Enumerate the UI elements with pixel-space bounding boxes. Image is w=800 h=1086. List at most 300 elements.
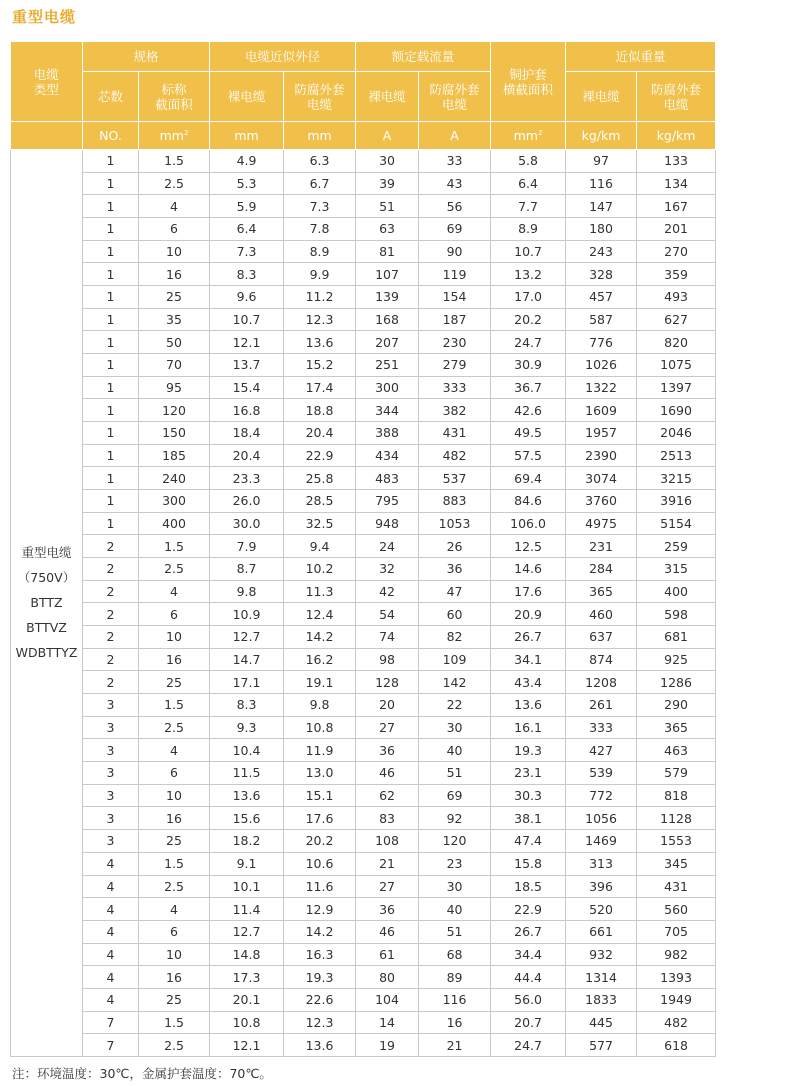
table-cell: 116 bbox=[419, 988, 491, 1011]
table-cell: 2 bbox=[83, 671, 139, 694]
table-cell: 6.3 bbox=[284, 150, 356, 173]
table-cell: 32.5 bbox=[284, 512, 356, 535]
cable-type-line: （750V） bbox=[17, 570, 76, 586]
header-current-bare: 裸电缆 bbox=[356, 72, 419, 122]
table-cell: 300 bbox=[356, 376, 419, 399]
table-cell: 365 bbox=[566, 580, 637, 603]
header-cores: 芯数 bbox=[83, 72, 139, 122]
table-cell: 4 bbox=[83, 966, 139, 989]
table-cell: 38.1 bbox=[491, 807, 566, 830]
table-row bbox=[11, 331, 716, 354]
table-cell: 9.4 bbox=[284, 535, 356, 558]
table-cell: 482 bbox=[419, 444, 491, 467]
unit-mm: mm bbox=[210, 122, 284, 150]
table-cell: 10 bbox=[139, 240, 210, 263]
table-cell: 8.7 bbox=[210, 558, 284, 581]
header-current-anti: 防腐外套 电缆 bbox=[419, 72, 491, 122]
table-cell: 15.2 bbox=[284, 354, 356, 377]
table-cell: 231 bbox=[566, 535, 637, 558]
table-cell: 17.4 bbox=[284, 376, 356, 399]
table-row bbox=[11, 286, 716, 309]
table-cell: 382 bbox=[419, 399, 491, 422]
table-cell: 98 bbox=[356, 648, 419, 671]
table-cell: 883 bbox=[419, 490, 491, 513]
table-cell: 795 bbox=[356, 490, 419, 513]
table-cell: 482 bbox=[637, 1011, 716, 1034]
table-cell: 4 bbox=[139, 739, 210, 762]
table-row bbox=[11, 762, 716, 785]
table-cell: 776 bbox=[566, 331, 637, 354]
table-cell: 74 bbox=[356, 626, 419, 649]
table-cell: 251 bbox=[356, 354, 419, 377]
table-cell: 10.7 bbox=[491, 240, 566, 263]
table-cell: 17.6 bbox=[284, 807, 356, 830]
cable-type-line: BTTVZ bbox=[26, 620, 67, 636]
table-cell: 187 bbox=[419, 308, 491, 331]
table-cell: 1.5 bbox=[139, 852, 210, 875]
table-cell: 457 bbox=[566, 286, 637, 309]
table-cell: 61 bbox=[356, 943, 419, 966]
table-cell: 20.4 bbox=[284, 422, 356, 445]
table-cell: 17.1 bbox=[210, 671, 284, 694]
table-cell: 1 bbox=[83, 286, 139, 309]
table-cell: 1833 bbox=[566, 988, 637, 1011]
table-cell: 47 bbox=[419, 580, 491, 603]
table-row bbox=[11, 490, 716, 513]
table-cell: 20.1 bbox=[210, 988, 284, 1011]
table-row bbox=[11, 671, 716, 694]
table-cell: 10 bbox=[139, 626, 210, 649]
table-cell: 90 bbox=[419, 240, 491, 263]
table-cell: 2 bbox=[83, 626, 139, 649]
table-cell: 1469 bbox=[566, 830, 637, 853]
table-cell: 6 bbox=[139, 603, 210, 626]
table-cell: 2 bbox=[83, 580, 139, 603]
table-cell: 116 bbox=[566, 172, 637, 195]
table-cell: 16 bbox=[139, 263, 210, 286]
table-cell: 10.7 bbox=[210, 308, 284, 331]
table-cell: 661 bbox=[566, 920, 637, 943]
table-cell: 154 bbox=[419, 286, 491, 309]
header-weight: 近似重量 bbox=[566, 42, 716, 72]
table-cell: 120 bbox=[139, 399, 210, 422]
table-cell: 4975 bbox=[566, 512, 637, 535]
table-cell: 34.1 bbox=[491, 648, 566, 671]
table-row bbox=[11, 1011, 716, 1034]
table-cell: 1208 bbox=[566, 671, 637, 694]
table-cell: 10.8 bbox=[284, 716, 356, 739]
table-cell: 36 bbox=[419, 558, 491, 581]
table-cell: 400 bbox=[637, 580, 716, 603]
table-cell: 12.9 bbox=[284, 898, 356, 921]
table-cell: 24 bbox=[356, 535, 419, 558]
table-cell: 14.6 bbox=[491, 558, 566, 581]
table-cell: 13.6 bbox=[210, 784, 284, 807]
table-cell: 818 bbox=[637, 784, 716, 807]
table-cell: 4 bbox=[139, 580, 210, 603]
table-cell: 537 bbox=[419, 467, 491, 490]
table-cell: 12.3 bbox=[284, 1011, 356, 1034]
table-cell: 14.2 bbox=[284, 920, 356, 943]
table-cell: 10.9 bbox=[210, 603, 284, 626]
table-cell: 150 bbox=[139, 422, 210, 445]
table-cell: 483 bbox=[356, 467, 419, 490]
table-cell: 20 bbox=[356, 694, 419, 717]
unit-ampere: A bbox=[356, 122, 419, 150]
table-row bbox=[11, 807, 716, 830]
table-cell: 23 bbox=[419, 852, 491, 875]
table-row bbox=[11, 263, 716, 286]
table-cell: 5154 bbox=[637, 512, 716, 535]
table-cell: 328 bbox=[566, 263, 637, 286]
table-cell: 47.4 bbox=[491, 830, 566, 853]
table-cell: 30 bbox=[419, 875, 491, 898]
table-cell: 9.8 bbox=[284, 694, 356, 717]
table-cell: 26 bbox=[419, 535, 491, 558]
table-row bbox=[11, 422, 716, 445]
table-cell: 89 bbox=[419, 966, 491, 989]
table-cell: 1286 bbox=[637, 671, 716, 694]
table-body bbox=[11, 150, 716, 1057]
table-cell: 240 bbox=[139, 467, 210, 490]
table-cell: 7.3 bbox=[284, 195, 356, 218]
table-row bbox=[11, 920, 716, 943]
table-cell: 39 bbox=[356, 172, 419, 195]
table-cell: 1553 bbox=[637, 830, 716, 853]
table-cell: 17.3 bbox=[210, 966, 284, 989]
table-cell: 95 bbox=[139, 376, 210, 399]
table-row bbox=[11, 739, 716, 762]
table-cell: 388 bbox=[356, 422, 419, 445]
table-cell: 21 bbox=[356, 852, 419, 875]
header-outer-diameter: 电缆近似外径 bbox=[210, 42, 356, 72]
table-cell: 2.5 bbox=[139, 716, 210, 739]
table-cell: 16.3 bbox=[284, 943, 356, 966]
table-cell: 69 bbox=[419, 784, 491, 807]
table-cell: 128 bbox=[356, 671, 419, 694]
table-cell: 13.0 bbox=[284, 762, 356, 785]
table-cell: 51 bbox=[356, 195, 419, 218]
table-cell: 16.1 bbox=[491, 716, 566, 739]
table-cell: 13.2 bbox=[491, 263, 566, 286]
table-cell: 3 bbox=[83, 784, 139, 807]
table-cell: 1 bbox=[83, 195, 139, 218]
table-cell: 3074 bbox=[566, 467, 637, 490]
table-cell: 243 bbox=[566, 240, 637, 263]
table-cell: 21 bbox=[419, 1034, 491, 1057]
table-cell: 109 bbox=[419, 648, 491, 671]
table-cell: 2 bbox=[83, 603, 139, 626]
table-cell: 948 bbox=[356, 512, 419, 535]
table-cell: 180 bbox=[566, 218, 637, 241]
table-cell: 4 bbox=[83, 920, 139, 943]
cable-spec-table bbox=[10, 41, 716, 1057]
table-row bbox=[11, 830, 716, 853]
table-cell: 30.3 bbox=[491, 784, 566, 807]
table-cell: 49.5 bbox=[491, 422, 566, 445]
table-cell: 16 bbox=[419, 1011, 491, 1034]
table-cell: 1056 bbox=[566, 807, 637, 830]
table-cell: 22.9 bbox=[284, 444, 356, 467]
table-row bbox=[11, 648, 716, 671]
table-cell: 2513 bbox=[637, 444, 716, 467]
table-cell: 1.5 bbox=[139, 535, 210, 558]
table-row bbox=[11, 240, 716, 263]
table-cell: 69.4 bbox=[491, 467, 566, 490]
table-cell: 579 bbox=[637, 762, 716, 785]
table-cell: 2046 bbox=[637, 422, 716, 445]
cable-type-cell bbox=[11, 150, 83, 1057]
table-row bbox=[11, 558, 716, 581]
table-row bbox=[11, 966, 716, 989]
table-cell: 10 bbox=[139, 784, 210, 807]
table-cell: 18.2 bbox=[210, 830, 284, 853]
table-cell: 12.5 bbox=[491, 535, 566, 558]
table-cell: 400 bbox=[139, 512, 210, 535]
table-row bbox=[11, 444, 716, 467]
table-cell: 365 bbox=[637, 716, 716, 739]
table-cell: 63 bbox=[356, 218, 419, 241]
table-cell: 26.0 bbox=[210, 490, 284, 513]
table-cell: 80 bbox=[356, 966, 419, 989]
table-cell: 14.8 bbox=[210, 943, 284, 966]
table-row bbox=[11, 150, 716, 173]
table-cell: 12.7 bbox=[210, 626, 284, 649]
table-cell: 1 bbox=[83, 263, 139, 286]
table-row bbox=[11, 308, 716, 331]
table-cell: 6 bbox=[139, 762, 210, 785]
table-cell: 1 bbox=[83, 422, 139, 445]
table-cell: 3 bbox=[83, 739, 139, 762]
table-cell: 463 bbox=[637, 739, 716, 762]
table-cell: 6 bbox=[139, 218, 210, 241]
table-cell: 15.8 bbox=[491, 852, 566, 875]
table-cell: 10.2 bbox=[284, 558, 356, 581]
table-cell: 23.1 bbox=[491, 762, 566, 785]
table-cell: 25 bbox=[139, 988, 210, 1011]
table-cell: 16 bbox=[139, 807, 210, 830]
table-cell: 107 bbox=[356, 263, 419, 286]
table-cell: 1314 bbox=[566, 966, 637, 989]
table-cell: 16 bbox=[139, 966, 210, 989]
table-cell: 313 bbox=[566, 852, 637, 875]
table-cell: 25.8 bbox=[284, 467, 356, 490]
table-cell: 2 bbox=[83, 648, 139, 671]
table-cell: 119 bbox=[419, 263, 491, 286]
table-cell: 19 bbox=[356, 1034, 419, 1057]
table-cell: 7.9 bbox=[210, 535, 284, 558]
table-cell: 1 bbox=[83, 218, 139, 241]
table-cell: 1397 bbox=[637, 376, 716, 399]
table-cell: 5.3 bbox=[210, 172, 284, 195]
table-cell: 56.0 bbox=[491, 988, 566, 1011]
table-cell: 820 bbox=[637, 331, 716, 354]
table-cell: 70 bbox=[139, 354, 210, 377]
table-cell: 259 bbox=[637, 535, 716, 558]
page-title: 重型电缆 bbox=[12, 8, 77, 26]
table-cell: 12.1 bbox=[210, 1034, 284, 1057]
table-cell: 7 bbox=[83, 1011, 139, 1034]
table-cell: 36.7 bbox=[491, 376, 566, 399]
table-cell: 60 bbox=[419, 603, 491, 626]
table-cell: 104 bbox=[356, 988, 419, 1011]
table-cell: 15.1 bbox=[284, 784, 356, 807]
header-weight-bare: 裸电缆 bbox=[566, 72, 637, 122]
table-cell: 34.4 bbox=[491, 943, 566, 966]
table-cell: 30.0 bbox=[210, 512, 284, 535]
cable-type-line: 重型电缆 bbox=[21, 545, 72, 561]
table-cell: 108 bbox=[356, 830, 419, 853]
table-cell: 207 bbox=[356, 331, 419, 354]
table-cell: 14.2 bbox=[284, 626, 356, 649]
table-cell: 185 bbox=[139, 444, 210, 467]
table-cell: 33 bbox=[419, 150, 491, 173]
table-cell: 26.7 bbox=[491, 920, 566, 943]
table-cell: 42.6 bbox=[491, 399, 566, 422]
table-cell: 431 bbox=[419, 422, 491, 445]
table-cell: 560 bbox=[637, 898, 716, 921]
table-cell: 10.1 bbox=[210, 875, 284, 898]
table-cell: 261 bbox=[566, 694, 637, 717]
table-cell: 10.6 bbox=[284, 852, 356, 875]
table-cell: 19.3 bbox=[284, 966, 356, 989]
table-row bbox=[11, 580, 716, 603]
header-weight-anti: 防腐外套 电缆 bbox=[637, 72, 716, 122]
table-cell: 1949 bbox=[637, 988, 716, 1011]
table-cell: 315 bbox=[637, 558, 716, 581]
table-cell: 4 bbox=[83, 852, 139, 875]
table-cell: 8.9 bbox=[491, 218, 566, 241]
table-cell: 20.7 bbox=[491, 1011, 566, 1034]
table-cell: 25 bbox=[139, 671, 210, 694]
table-cell: 44.4 bbox=[491, 966, 566, 989]
table-row bbox=[11, 354, 716, 377]
table-cell: 681 bbox=[637, 626, 716, 649]
table-cell: 7 bbox=[83, 1034, 139, 1057]
table-cell: 40 bbox=[419, 898, 491, 921]
table-cell: 68 bbox=[419, 943, 491, 966]
table-cell: 8.3 bbox=[210, 694, 284, 717]
header-cable-type: 电缆 类型 bbox=[11, 42, 83, 122]
table-cell: 11.3 bbox=[284, 580, 356, 603]
table-cell: 15.4 bbox=[210, 376, 284, 399]
table-cell: 84.6 bbox=[491, 490, 566, 513]
table-cell: 10.8 bbox=[210, 1011, 284, 1034]
unit-kgkm: kg/km bbox=[566, 122, 637, 150]
table-cell: 359 bbox=[637, 263, 716, 286]
table-cell: 32 bbox=[356, 558, 419, 581]
table-cell: 460 bbox=[566, 603, 637, 626]
table-cell: 7.8 bbox=[284, 218, 356, 241]
table-cell: 19.3 bbox=[491, 739, 566, 762]
table-row bbox=[11, 875, 716, 898]
table-cell: 9.6 bbox=[210, 286, 284, 309]
table-cell: 618 bbox=[637, 1034, 716, 1057]
table-cell: 1 bbox=[83, 512, 139, 535]
table-cell: 12.3 bbox=[284, 308, 356, 331]
table-cell: 24.7 bbox=[491, 331, 566, 354]
table-cell: 874 bbox=[566, 648, 637, 671]
table-row bbox=[11, 603, 716, 626]
table-cell: 24.7 bbox=[491, 1034, 566, 1057]
cable-type-line: WDBTTYZ bbox=[15, 645, 78, 661]
table-cell: 2.5 bbox=[139, 558, 210, 581]
table-cell: 2.5 bbox=[139, 875, 210, 898]
unit-mm2: $mm^2$ bbox=[139, 122, 210, 150]
table-cell: 1609 bbox=[566, 399, 637, 422]
table-cell: 7.7 bbox=[491, 195, 566, 218]
table-cell: 8.3 bbox=[210, 263, 284, 286]
table-cell: 25 bbox=[139, 286, 210, 309]
table-cell: 35 bbox=[139, 308, 210, 331]
table-cell: 290 bbox=[637, 694, 716, 717]
table-cell: 333 bbox=[419, 376, 491, 399]
table-cell: 30.9 bbox=[491, 354, 566, 377]
table-cell: 92 bbox=[419, 807, 491, 830]
table-cell: 6 bbox=[139, 920, 210, 943]
table-cell: 18.4 bbox=[210, 422, 284, 445]
table-cell: 82 bbox=[419, 626, 491, 649]
table-cell: 344 bbox=[356, 399, 419, 422]
table-cell: 18.8 bbox=[284, 399, 356, 422]
header-diameter-anti: 防腐外套 电缆 bbox=[284, 72, 356, 122]
unit-mm: mm bbox=[284, 122, 356, 150]
table-cell: 493 bbox=[637, 286, 716, 309]
table-cell: 14 bbox=[356, 1011, 419, 1034]
table-cell: 434 bbox=[356, 444, 419, 467]
table-cell: 1 bbox=[83, 490, 139, 513]
table-cell: 1026 bbox=[566, 354, 637, 377]
table-cell: 25 bbox=[139, 830, 210, 853]
footnote: 注：环境温度：30℃，金属护套温度：70℃。 bbox=[12, 1066, 272, 1081]
table-cell: 27 bbox=[356, 875, 419, 898]
table-row bbox=[11, 376, 716, 399]
table-row bbox=[11, 1034, 716, 1057]
header-rated-current: 额定载流量 bbox=[356, 42, 491, 72]
table-cell: 27 bbox=[356, 716, 419, 739]
table-cell: 3 bbox=[83, 807, 139, 830]
table-row bbox=[11, 399, 716, 422]
table-cell: 11.9 bbox=[284, 739, 356, 762]
table-cell: 12.1 bbox=[210, 331, 284, 354]
table-cell: 13.6 bbox=[284, 331, 356, 354]
table-cell: 81 bbox=[356, 240, 419, 263]
table-cell: 54 bbox=[356, 603, 419, 626]
table-cell: 22 bbox=[419, 694, 491, 717]
unit-ampere: A bbox=[419, 122, 491, 150]
table-cell: 16.8 bbox=[210, 399, 284, 422]
table-cell: 16 bbox=[139, 648, 210, 671]
table-row bbox=[11, 694, 716, 717]
table-cell: 345 bbox=[637, 852, 716, 875]
table-cell: 520 bbox=[566, 898, 637, 921]
table-cell: 396 bbox=[566, 875, 637, 898]
unit-mm2: $mm^2$ bbox=[491, 122, 566, 150]
table-cell: 284 bbox=[566, 558, 637, 581]
table-cell: 1 bbox=[83, 308, 139, 331]
table-row bbox=[11, 195, 716, 218]
table-cell: 1957 bbox=[566, 422, 637, 445]
table-cell: 46 bbox=[356, 762, 419, 785]
table-cell: 12.4 bbox=[284, 603, 356, 626]
table-cell: 4 bbox=[139, 898, 210, 921]
table-cell: 46 bbox=[356, 920, 419, 943]
table-cell: 40 bbox=[419, 739, 491, 762]
table-cell: 147 bbox=[566, 195, 637, 218]
table-cell: 1 bbox=[83, 399, 139, 422]
table-cell: 772 bbox=[566, 784, 637, 807]
table-cell: 201 bbox=[637, 218, 716, 241]
